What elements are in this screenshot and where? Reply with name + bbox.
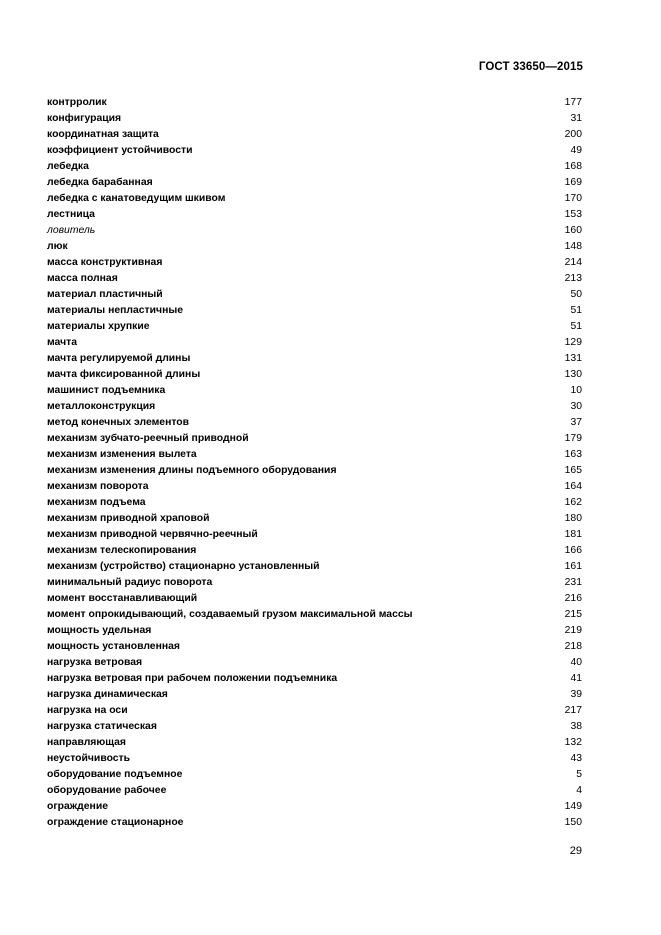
index-page-ref: 129 — [564, 336, 582, 348]
index-term: люк — [47, 240, 68, 252]
index-page-ref: 50 — [570, 288, 582, 300]
index-term: лестница — [47, 208, 95, 220]
index-page-ref: 149 — [564, 800, 582, 812]
index-entry — [47, 590, 582, 606]
index-entry — [47, 446, 582, 462]
index-page-ref: 148 — [564, 240, 582, 252]
document-header-standard: ГОСТ 33650—2015 — [478, 61, 583, 73]
index-term: масса конструктивная — [47, 256, 163, 268]
index-term: нагрузка на оси — [47, 704, 128, 716]
index-page-ref: 131 — [564, 352, 582, 364]
index-page-ref: 10 — [570, 384, 582, 396]
index-entry — [47, 190, 582, 206]
index-page-ref: 49 — [570, 144, 582, 156]
index-page-ref: 200 — [564, 128, 582, 140]
index-page-ref: 153 — [564, 208, 582, 220]
index-entry — [47, 654, 582, 670]
index-term: оборудование подъемное — [47, 768, 183, 780]
index-page-ref: 163 — [564, 448, 582, 460]
index-term: конфигурация — [47, 112, 122, 124]
index-page-ref: 177 — [564, 96, 582, 108]
index-term: ловитель — [47, 224, 96, 236]
index-page-ref: 179 — [564, 432, 582, 444]
index-term: мощность удельная — [47, 624, 152, 636]
index-entry — [47, 766, 582, 782]
index-term: мачта фиксированной длины — [47, 368, 201, 380]
index-term: ограждение стационарное — [47, 816, 184, 828]
index-entry — [47, 318, 582, 334]
index-term: оборудование рабочее — [47, 784, 167, 796]
index-term: направляющая — [47, 736, 126, 748]
index-page-ref: 31 — [570, 112, 582, 124]
index-entry — [47, 606, 582, 622]
index-entry — [47, 382, 582, 398]
index-page-ref: 218 — [564, 640, 582, 652]
index-page-ref: 165 — [564, 464, 582, 476]
index-entry — [47, 798, 582, 814]
index-page-ref: 169 — [564, 176, 582, 188]
index-term: лебедка — [47, 160, 89, 172]
index-term: материалы хрупкие — [47, 320, 150, 332]
index-entry — [47, 622, 582, 638]
index-page-ref: 160 — [564, 224, 582, 236]
index-page-ref: 231 — [564, 576, 582, 588]
index-entry — [47, 350, 582, 366]
index-term: лебедка барабанная — [47, 176, 153, 188]
index-term: координатная защита — [47, 128, 159, 140]
index-page-ref: 164 — [564, 480, 582, 492]
index-term: механизм (устройство) стационарно установленный — [47, 560, 320, 572]
index-entry — [47, 526, 582, 542]
index-entry — [47, 238, 582, 254]
index-term: нагрузка статическая — [47, 720, 157, 732]
index-term: коэффициент устойчивости — [47, 144, 193, 156]
index-term: момент восстанавливающий — [47, 592, 198, 604]
index-entry — [47, 94, 582, 110]
index-term: механизм поворота — [47, 480, 149, 492]
index-page-ref: 41 — [570, 672, 582, 684]
index-term: нагрузка ветровая — [47, 656, 143, 668]
index-page-ref: 215 — [564, 608, 582, 620]
index-entry — [47, 782, 582, 798]
page-number: 29 — [569, 845, 582, 857]
index-page-ref: 168 — [564, 160, 582, 172]
index-term: механизм телескопирования — [47, 544, 197, 556]
index-entry — [47, 366, 582, 382]
index-entry — [47, 158, 582, 174]
index-entry — [47, 334, 582, 350]
index-page-ref: 5 — [576, 768, 582, 780]
index-entry — [47, 302, 582, 318]
index-entry — [47, 206, 582, 222]
alphabetical-index-list — [47, 94, 582, 830]
index-term: механизм подъема — [47, 496, 146, 508]
index-entry — [47, 126, 582, 142]
index-term: материал пластичный — [47, 288, 163, 300]
index-term: механизм приводной червячно-реечный — [47, 528, 258, 540]
index-term: механизм изменения длины подъемного оборудования — [47, 464, 337, 476]
index-entry — [47, 494, 582, 510]
index-entry — [47, 254, 582, 270]
index-page-ref: 4 — [576, 784, 582, 796]
index-term: масса полная — [47, 272, 118, 284]
index-entry — [47, 142, 582, 158]
index-page-ref: 180 — [564, 512, 582, 524]
index-term: мачта — [47, 336, 77, 348]
index-page-ref: 181 — [564, 528, 582, 540]
index-page-ref: 40 — [570, 656, 582, 668]
index-page-ref: 214 — [564, 256, 582, 268]
index-term: механизм приводной храповой — [47, 512, 210, 524]
index-page-ref: 130 — [564, 368, 582, 380]
index-term: ограждение — [47, 800, 108, 812]
index-entry — [47, 110, 582, 126]
index-term: машинист подъемника — [47, 384, 166, 396]
index-page-ref: 51 — [570, 320, 582, 332]
index-term: неустойчивость — [47, 752, 131, 764]
index-page-ref: 30 — [570, 400, 582, 412]
index-entry — [47, 286, 582, 302]
index-page-ref: 217 — [564, 704, 582, 716]
index-page-ref: 162 — [564, 496, 582, 508]
index-page-ref: 132 — [564, 736, 582, 748]
index-term: мачта регулируемой длины — [47, 352, 191, 364]
index-entry — [47, 686, 582, 702]
index-entry — [47, 574, 582, 590]
index-entry — [47, 222, 582, 238]
index-term: мощность установленная — [47, 640, 180, 652]
index-entry — [47, 814, 582, 830]
index-term: нагрузка ветровая при рабочем положении подъемника — [47, 672, 338, 684]
index-term: метод конечных элементов — [47, 416, 190, 428]
index-term: минимальный радиус поворота — [47, 576, 213, 588]
index-page-ref: 39 — [570, 688, 582, 700]
index-page-ref: 38 — [570, 720, 582, 732]
index-entry — [47, 462, 582, 478]
index-entry — [47, 702, 582, 718]
index-entry — [47, 670, 582, 686]
index-entry — [47, 174, 582, 190]
index-entry — [47, 750, 582, 766]
index-term: металлоконструкция — [47, 400, 156, 412]
index-page-ref: 51 — [570, 304, 582, 316]
index-entry — [47, 718, 582, 734]
index-page-ref: 166 — [564, 544, 582, 556]
index-entry — [47, 414, 582, 430]
index-page-ref: 216 — [564, 592, 582, 604]
index-term: механизм изменения вылета — [47, 448, 197, 460]
index-entry — [47, 270, 582, 286]
index-entry — [47, 478, 582, 494]
index-term: механизм зубчато-реечный приводной — [47, 432, 249, 444]
index-term: материалы непластичные — [47, 304, 183, 316]
index-page-ref: 43 — [570, 752, 582, 764]
index-entry — [47, 542, 582, 558]
index-page-ref: 170 — [564, 192, 582, 204]
index-entry — [47, 638, 582, 654]
index-term: лебедка с канатоведущим шкивом — [47, 192, 226, 204]
index-term: момент опрокидывающий, создаваемый грузом максимальной массы — [47, 608, 413, 620]
index-page-ref: 213 — [564, 272, 582, 284]
index-entry — [47, 558, 582, 574]
index-entry — [47, 398, 582, 414]
index-page-ref: 150 — [564, 816, 582, 828]
index-entry — [47, 430, 582, 446]
index-entry — [47, 734, 582, 750]
index-page-ref: 37 — [570, 416, 582, 428]
index-entry — [47, 510, 582, 526]
index-term: нагрузка динамическая — [47, 688, 168, 700]
index-term: контрролик — [47, 96, 107, 108]
index-page-ref: 161 — [564, 560, 582, 572]
index-page-ref: 219 — [564, 624, 582, 636]
